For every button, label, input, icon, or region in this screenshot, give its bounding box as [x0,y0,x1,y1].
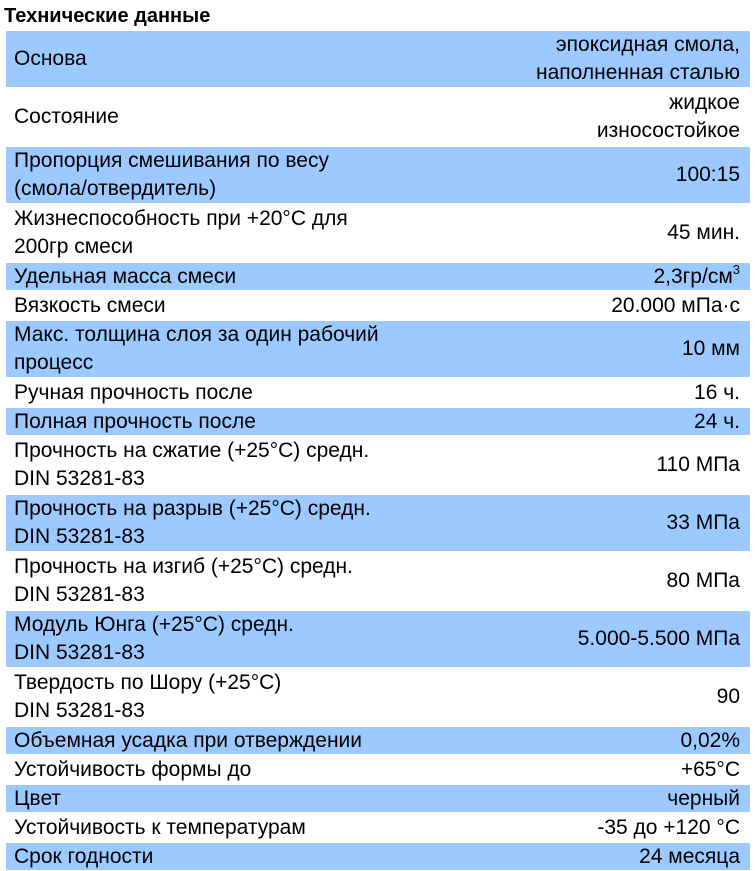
property-value-text: 45 мин. [667,221,740,244]
table-row [6,494,750,552]
property-value-text: жидкое износостойкое [596,91,740,142]
property-value [611,292,750,320]
table-row [6,291,750,320]
property-label: Удельная масса смеси [14,264,237,288]
property-value [536,31,750,87]
property-label: Объемная усадка при отверждении [14,728,363,752]
document-title: Технические данные [4,5,211,27]
property-value-text: 110 МПа [656,453,740,476]
property-value-text: +65°С [680,757,740,781]
property-label: Вязкость смеси [14,293,166,317]
property-value [717,683,750,711]
value-superscript: 3 [732,261,740,277]
property-label: Модуль Юнга (+25°С) средн. DIN 53281-83 [14,613,294,664]
property-value-text: эпоксидная смола, наполненная сталью [536,33,740,84]
table-row [6,88,750,146]
property-value [597,89,750,145]
table-row [6,30,750,88]
property-label: Полная прочность после [14,409,256,433]
property-value [676,161,750,189]
property-label: Прочность на сжатие (+25°С) средн. DIN 53281-83 [14,439,370,490]
property-value [681,756,750,784]
property-label: Устойчивость к температурам [14,815,306,839]
property-value [680,727,750,755]
property-label: Жизнеспособность при +20°С для 200гр смеси [14,207,348,258]
property-value-text: -35 до +120 °С [597,815,740,839]
property-value [667,785,750,813]
property-value [656,451,750,479]
property-value [653,263,750,291]
table-row [6,320,750,378]
property-value [667,219,750,247]
property-value-text: 2,3гр/см [653,264,733,288]
property-value-text: 24 месяца [639,844,740,868]
technical-data-table [6,30,750,871]
table-row [6,436,750,494]
property-value [597,814,750,842]
property-value [694,379,750,407]
table-row [6,755,750,784]
property-value [639,843,750,871]
property-value-text: 80 МПа [666,569,740,592]
property-label: Пропорция смешивания по весу (смола/отвердитель) [14,149,329,200]
property-value-text: 90 [716,685,740,708]
property-value [578,625,750,653]
property-value-text: 10 мм [681,337,740,360]
property-label: Твердость по Шору (+25°С) DIN 53281-83 [14,671,282,722]
property-label: Цвет [14,786,62,810]
table-row [6,204,750,262]
property-value [667,509,750,537]
table-row [6,407,750,436]
property-label: Основа [14,47,87,70]
table-row [6,378,750,407]
property-value [694,408,750,436]
property-value-text: черный [667,786,740,810]
table-row [6,552,750,610]
property-label: Устойчивость формы до [14,757,252,781]
property-value-text: 16 ч. [694,380,740,404]
property-label: Прочность на изгиб (+25°С) средн. DIN 53281-83 [14,555,353,606]
property-value-text: 100:15 [675,163,740,186]
table-row [6,668,750,726]
table-row [6,784,750,813]
table-row [6,610,750,668]
table-row [6,262,750,291]
table-row [6,146,750,204]
property-label: Ручная прочность после [14,380,253,404]
property-value-text: 33 МПа [666,511,740,534]
property-value-text: 20.000 мПа·с [611,293,740,317]
property-value [682,335,750,363]
property-value-text: 5.000-5.500 МПа [577,627,740,650]
table-row [6,813,750,842]
property-value-text: 24 ч. [694,409,740,433]
property-label: Состояние [14,105,119,128]
table-row [6,726,750,755]
property-label: Срок годности [14,844,154,868]
property-label: Макс. толщина слоя за один рабочий процесс [14,323,379,374]
table-row [6,842,750,871]
property-value [667,567,750,595]
property-label: Прочность на разрыв (+25°С) средн. DIN 53281-83 [14,497,371,548]
property-value-text: 0,02% [680,728,740,752]
